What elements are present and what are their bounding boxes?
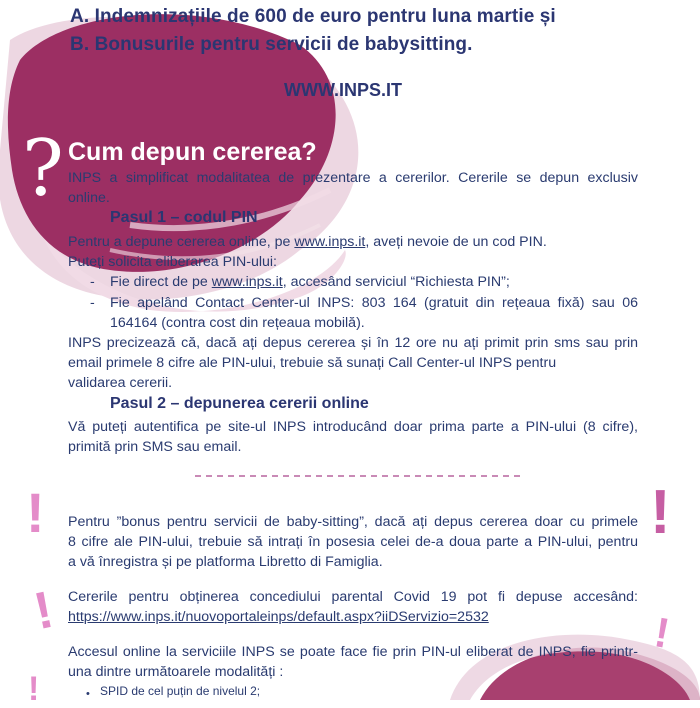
- step2-line-1: Vă puteți autentifica pe site-ul INPS introducând doar prima parte a PIN-ului (8 cifre),: [68, 419, 638, 435]
- exclamation-icon-right: !: [650, 478, 671, 547]
- step1-line-pre: Pentru a depune cererea online, pe: [68, 234, 295, 250]
- exclamation-icon-left-2: !: [29, 580, 59, 642]
- step1-line-post: , aveți nevoie de un cod PIN.: [365, 234, 547, 250]
- option1-dash: -: [90, 274, 95, 290]
- option1-post: , accesând serviciul “Richiesta PIN”;: [282, 274, 510, 290]
- question-mark-icon: ?: [22, 124, 64, 214]
- request-line: Puteți solicita eliberarea PIN-ului:: [68, 254, 277, 270]
- option2-line-2: 164164 (contra cost din rețeaua mobilă).: [110, 315, 365, 331]
- para2-line-1: Cererile pentru obținerea concediului parental Covid 19 pot fi depuse accesând:: [68, 589, 638, 605]
- exclamation-icon-left-3: !: [28, 670, 40, 708]
- note-line-1: INPS precizează că, dacă ați depus cererea și în 12 ore nu ați primit prin sms sau prin: [68, 335, 638, 351]
- step2-title: Pasul 2 – depunerea cererii online: [110, 395, 369, 412]
- concediu-link[interactable]: https://www.inps.it/nuovoportaleinps/default.aspx?iiDServizio=2532: [68, 609, 489, 625]
- inps-link[interactable]: www.inps.it: [294, 234, 366, 250]
- para3-line-2: una dintre următoarele modalități :: [68, 664, 284, 680]
- option2-line-1: Fie apelând Contact Center-ul INPS: 803 164 (gratuit din rețeaua fixă) sau 06: [110, 295, 638, 311]
- intro-line-1: INPS a simplificat modalitatea de prezentare a cererilor. Cererile se depun exclusiv: [68, 170, 638, 186]
- inps-link-2[interactable]: www.inps.it: [211, 274, 283, 290]
- bullet-item-spid: SPID de cel puțin de nivelul 2;: [100, 684, 261, 698]
- option1-line: [110, 272, 510, 292]
- para1-line-3: a vă înregistra și pe platforma Libretto di Famiglia.: [68, 554, 383, 570]
- intro-line-2: online.: [68, 190, 110, 206]
- step1-line: [68, 232, 547, 252]
- step2-line-2: primită prin SMS sau email.: [68, 439, 242, 455]
- section-title: Cum depun cererea?: [68, 138, 317, 166]
- exclamation-icon-left: !: [26, 481, 45, 544]
- para3-line-1: Accesul online la serviciile INPS se poate face fie prin PIN-ul eliberat de INPS, fie printr-: [68, 644, 638, 660]
- bullet-marker: •: [86, 688, 90, 700]
- para1-line-1: Pentru ”bonus pentru servicii de baby-sitting”, dacă ați depus cererea doar cu primele: [68, 514, 638, 530]
- exclamation-icon-right-2: !: [651, 608, 674, 657]
- option2-dash: -: [90, 295, 95, 311]
- header-line-b: B. Bonusurile pentru servicii de babysitting.: [70, 34, 473, 55]
- para1-line-2: 8 cifre ale PIN-ului, trebuie să intrați în posesia celei de-a doua parte a PIN-ului, pentru: [68, 534, 638, 550]
- note-line-2: email primele 8 cifre ale PIN-ului, trebuie să sunați Call Center-ul INPS pentru: [68, 355, 557, 371]
- website-link[interactable]: WWW.INPS.IT: [284, 80, 402, 100]
- note-line-3: validarea cererii.: [68, 375, 173, 391]
- header-line-a: A. Indemnizațiile de 600 de euro pentru luna martie și: [70, 6, 556, 27]
- option1-pre: Fie direct de pe: [110, 274, 212, 290]
- step1-title: Pasul 1 – codul PIN: [110, 209, 258, 226]
